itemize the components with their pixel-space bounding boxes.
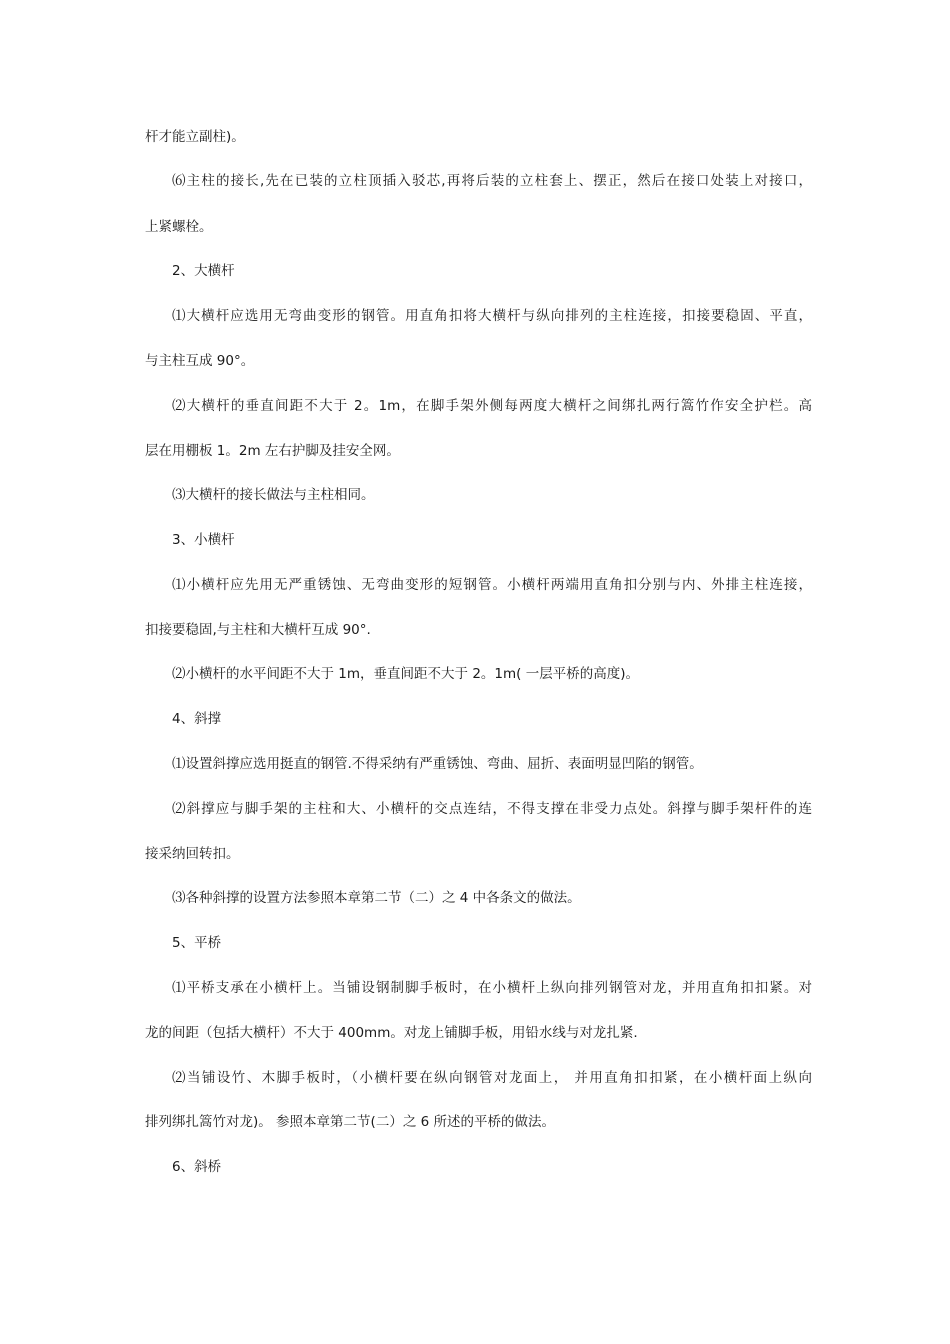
paragraph-line: 上紧螺栓。 — [145, 219, 213, 235]
paragraph-line: 扣接要稳固,与主柱和大横杆互成 90°. — [145, 622, 371, 638]
paragraph-line: ⑵小横杆的水平间距不大于 1m，垂直间距不大于 2。1m( 一层平桥的高度)。 — [172, 666, 639, 682]
paragraph-line: 排列绑扎篙竹对龙)。 参照本章第二节(二）之 6 所述的平桥的做法。 — [145, 1114, 555, 1130]
paragraph-line: ⑵当铺设竹、木脚手板时，（小横杆要在纵向钢管对龙面上， 并用直角扣扣紧，在小横杆面上纵向 — [172, 1070, 812, 1086]
section-heading: 3、小横杆 — [172, 532, 235, 548]
paragraph-line: ⑴平桥支承在小横杆上。当铺设钢制脚手板时，在小横杆上纵向排列钢管对龙，并用直角扣扣紧。对 — [172, 980, 812, 996]
section-heading: 5、平桥 — [172, 935, 222, 951]
paragraph-line: 层在用棚板 1。2m 左右护脚及挂安全网。 — [145, 443, 400, 459]
paragraph-line: 与主柱互成 90°。 — [145, 353, 255, 369]
paragraph-line: ⑹主柱的接长,先在已装的立柱顶插入驳芯,再将后装的立柱套上、摆正，然后在接口处装上对接口， — [172, 173, 812, 189]
section-heading: 4、斜撑 — [172, 711, 222, 727]
paragraph-line: ⑴小横杆应先用无严重锈蚀、无弯曲变形的短钢管。小横杆两端用直角扣分别与内、外排主柱连接， — [172, 577, 812, 593]
section-heading: 2、大横杆 — [172, 263, 235, 279]
section-heading: 6、斜桥 — [172, 1159, 222, 1175]
paragraph-line: ⑶大横杆的接长做法与主柱相同。 — [172, 487, 375, 503]
paragraph-line: ⑵斜撑应与脚手架的主柱和大、小横杆的交点连结，不得支撑在非受力点处。斜撑与脚手架杆件的连 — [172, 801, 812, 817]
paragraph-line: 龙的间距（包括大横杆）不大于 400mm。对龙上铺脚手板，用铅水线与对龙扎紧. — [145, 1025, 638, 1041]
paragraph-line: ⑴大横杆应选用无弯曲变形的钢管。用直角扣将大横杆与纵向排列的主柱连接，扣接要稳固、平直， — [172, 308, 812, 324]
paragraph-line: ⑶各种斜撑的设置方法参照本章第二节（二）之 4 中各条文的做法。 — [172, 890, 581, 906]
paragraph-line: ⑴设置斜撑应选用挺直的钢管.不得采纳有严重锈蚀、弯曲、屈折、表面明显凹陷的钢管。 — [172, 756, 703, 772]
paragraph-line: ⑵大横杆的垂直间距不大于 2。1m，在脚手架外侧每两度大横杆之间绑扎两行篙竹作安全护栏。高 — [172, 398, 812, 414]
paragraph-line: 杆才能立副柱)。 — [145, 129, 245, 145]
paragraph-line: 接采纳回转扣。 — [145, 846, 240, 862]
